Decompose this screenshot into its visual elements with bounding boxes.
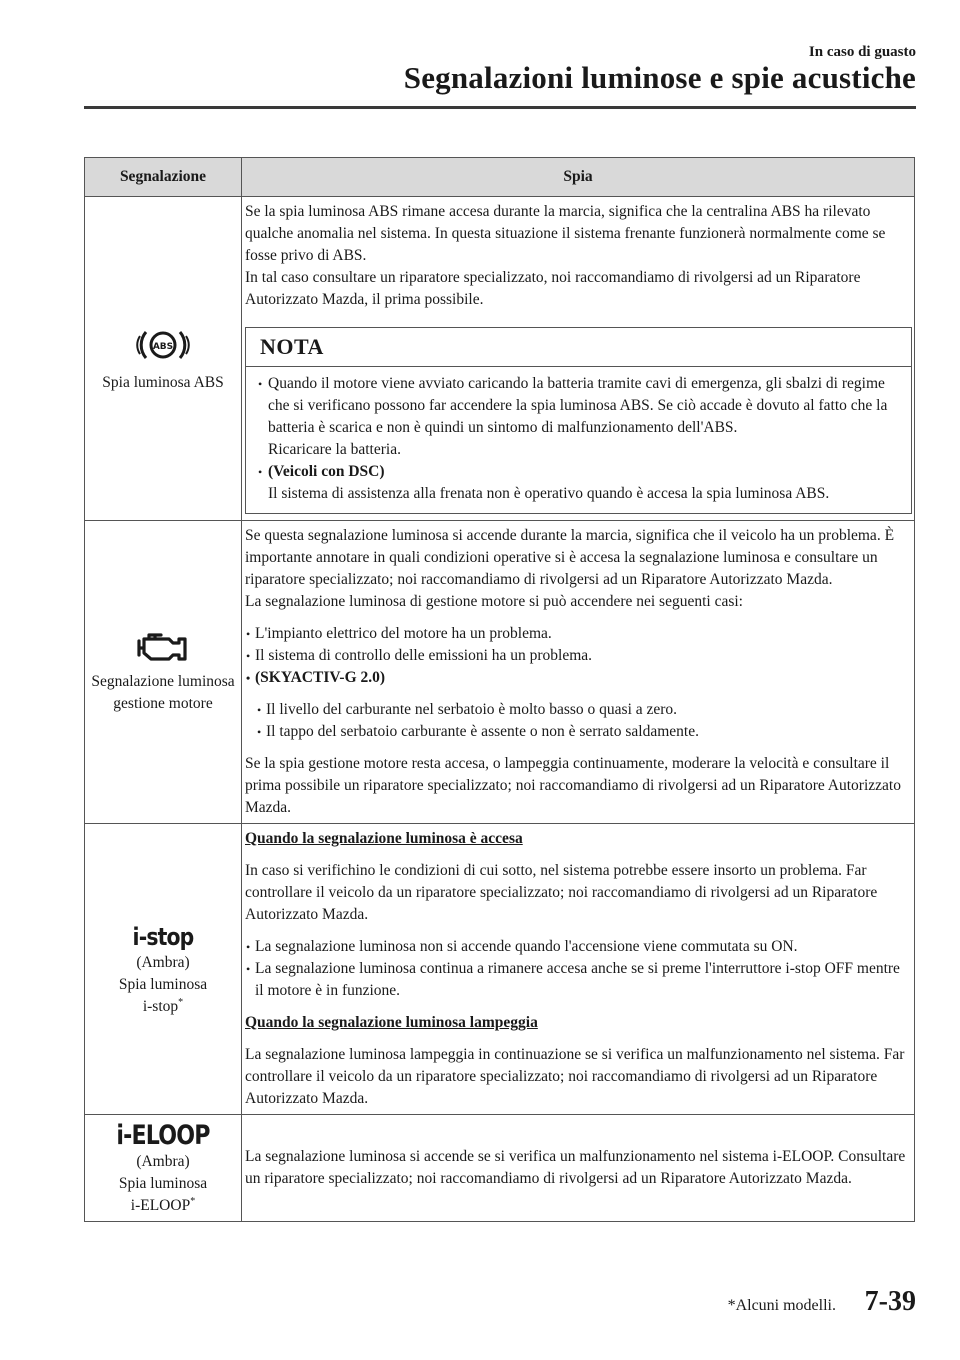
abs-paragraph-1: Se la spia luminosa ABS rimane accesa durante la marcia, significa che la centralina ABS ha rilevato qualche anomalia nel sistema. In questa situazione il sistema frenante funzionerà normalmente come se fosse privo di ABS.: [245, 203, 886, 264]
nota-bullet-1-text: Quando il motore viene avviato caricando la batteria tramite cavi di emergenza, gli sbalzi di regime che si verificano possono far accendere la spia luminosa ABS. Se ciò accade è dovuto al fatto che la batteria è scarica e non è quindi un sintomo di malfunzionamento dell'ABS.: [268, 375, 888, 436]
nota-bullet-1-cont: Ricaricare la batteria.: [268, 441, 401, 458]
engine-sub-bullet-2: • Il tappo del serbatoio carburante è assente o non è serrato saldamente.: [245, 721, 909, 743]
istop-bullet-2: • La segnalazione luminosa continua a rimanere accesa anche se si preme l'interruttore i-stop OFF mentre il motore è in funzione.: [245, 958, 909, 1002]
nota-body: [246, 367, 911, 513]
engine-bullet-1: • L'impianto elettrico del motore ha un problema.: [245, 623, 909, 645]
ieloop-description-cell: [242, 1115, 915, 1222]
engine-bullet-2: • Il sistema di controllo delle emissioni ha un problema.: [245, 645, 909, 667]
header-divider: [84, 106, 916, 109]
column-header-light: Spia: [242, 158, 915, 197]
istop-heading-flashing: Quando la segnalazione luminosa lampeggia: [245, 1014, 538, 1031]
ieloop-label-color: (Ambra): [136, 1153, 190, 1170]
engine-signal-label: Segnalazione luminosa gestione motore: [91, 673, 235, 712]
engine-paragraph-1: Se questa segnalazione luminosa si accende durante la marcia, significa che il veicolo ha un problema. È importante annotare in quali condizioni operative si è accesa la segnalazione luminosa e consultare un riparatore specializzato; noi raccomandiamo di rivolgersi ad un Riparatore Autorizzato Mazda.: [245, 527, 895, 588]
nota-bullet-2-heading: (Veicoli con DSC): [268, 463, 385, 480]
nota-bullet-2: [254, 461, 903, 505]
ieloop-label-name: i-ELOOP*: [130, 1195, 196, 1214]
istop-paragraph-1: In caso si verifichino le condizioni di cui sotto, nel sistema potrebbe essere insorto un problema. Far controllare il veicolo da un riparatore specializzato; noi raccomandiamo di rivolgersi ad un Riparatore Autorizzato Mazda.: [245, 862, 878, 923]
engine-paragraph-3: Se la spia gestione motore resta accesa, o lampeggia continuamente, moderare la velocità e consultare il prima possibile un riparatore specializzato; noi raccomandiamo di rivolgersi ad un Riparatore Autorizzato Mazda.: [245, 755, 901, 816]
footnote: *Alcuni modelli.: [727, 1297, 836, 1314]
page-title: Segnalazioni luminose e spie acustiche: [403, 60, 916, 95]
istop-label-color: (Ambra): [136, 954, 190, 971]
model-asterisk: *: [178, 996, 184, 1008]
nota-bullet-2-text: Il sistema di assistenza alla frenata non è operativo quando è accesa la spia luminosa ABS.: [268, 485, 830, 502]
column-header-signal: Segnalazione: [85, 158, 242, 197]
istop-heading-on: Quando la segnalazione luminosa è accesa: [245, 830, 523, 847]
nota-box: [245, 327, 912, 514]
table-header-row: [85, 158, 915, 197]
engine-description-cell: [242, 521, 915, 824]
ieloop-paragraph-1: La segnalazione luminosa si accende se si verifica un malfunzionamento nel sistema i-ELOOP. Consultare un riparatore specializzato; noi raccomandiamo di rivolgersi ad un Riparatore Autorizzato Mazda.: [245, 1148, 906, 1187]
istop-icon: i-stop: [132, 923, 194, 951]
istop-bullet-1: • La segnalazione luminosa non si accende quando l'accensione viene commutata su ON.: [245, 936, 909, 958]
model-asterisk: *: [190, 1195, 196, 1207]
abs-paragraph-2: In tal caso consultare un riparatore specializzato, noi raccomandiamo di rivolgersi ad un Riparatore Autorizzato Mazda, il prima possibile.: [245, 269, 861, 308]
table-row: [85, 521, 915, 824]
engine-bullet-3: • (SKYACTIV-G 2.0): [245, 667, 909, 689]
svg-text:ABS: ABS: [152, 341, 174, 352]
engine-bullet-list: [245, 623, 909, 689]
ieloop-signal-cell: [85, 1115, 242, 1222]
section-title: In caso di guasto: [808, 44, 916, 60]
istop-signal-cell: [85, 824, 242, 1115]
abs-signal-cell: [85, 197, 242, 521]
engine-signal-cell: [85, 521, 242, 824]
table-row: [85, 197, 915, 521]
abs-signal-label: Spia luminosa ABS: [102, 373, 224, 391]
nota-title: NOTA: [246, 328, 911, 367]
nota-bullet-1: [254, 373, 903, 461]
abs-warning-icon: [134, 324, 192, 366]
abs-description-cell: [242, 197, 915, 521]
ieloop-label-type: Spia luminosa: [118, 1175, 208, 1192]
warning-lights-table: [84, 157, 915, 1222]
ieloop-icon: i-ELOOP: [116, 1120, 210, 1151]
page-number: 7-39: [864, 1286, 916, 1317]
istop-paragraph-2: La segnalazione luminosa lampeggia in continuazione se si verifica un malfunzionamento nel sistema. Far controllare il veicolo da un riparatore specializzato; noi raccomandiamo di rivolgersi ad un Riparatore Autorizzato Mazda.: [245, 1046, 905, 1107]
table-row: [85, 824, 915, 1115]
istop-label-name: i-stop*: [142, 996, 184, 1015]
engine-paragraph-2: La segnalazione luminosa di gestione motore si può accendere nei seguenti casi:: [245, 593, 743, 610]
istop-bullet-list: [245, 936, 909, 1002]
engine-sub-list: [245, 699, 909, 743]
istop-description-cell: [242, 824, 915, 1115]
istop-label-type: Spia luminosa: [118, 976, 208, 993]
engine-sub-bullet-1: • Il livello del carburante nel serbatoio è molto basso o quasi a zero.: [245, 699, 909, 721]
engine-check-icon: [135, 629, 191, 665]
table-row: [85, 1115, 915, 1222]
